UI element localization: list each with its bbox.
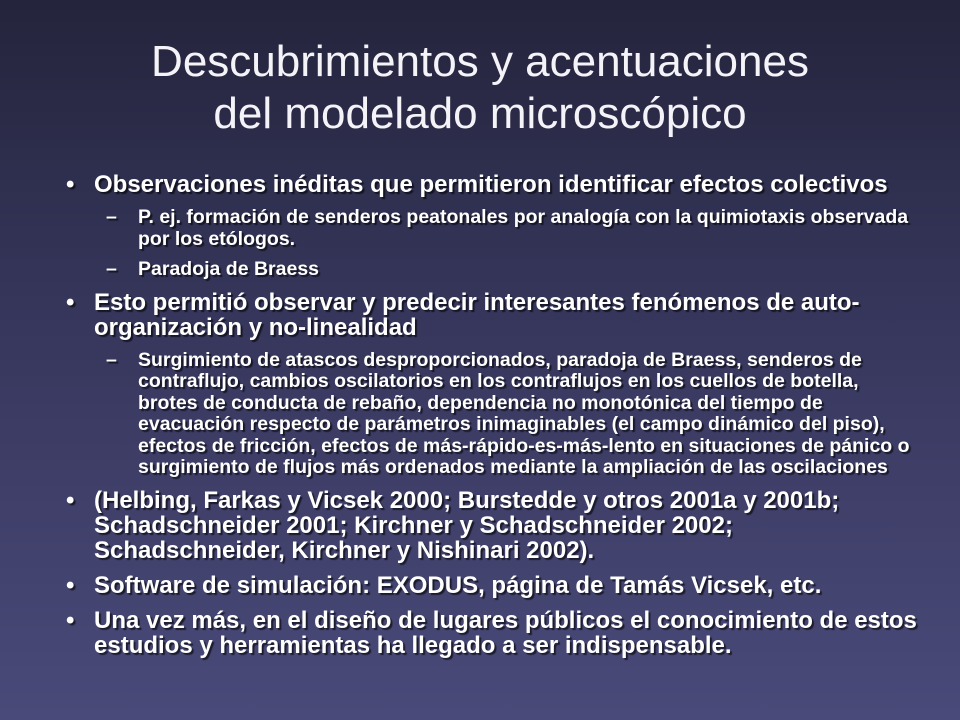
sub-bullet-text: Surgimiento de atascos desproporcionados, paradoja de Braess, senderos de contraflujo, cambios oscilatorios en los contraflujos en los cuellos de botella, brotes de conducta de rebaño, dependencia no monotónica del tiempo de evacuación respecto de parámetros inimaginables (el campo dinámico del piso), efectos de fricción, efectos de más-rápido-es-más-lento en situaciones de pánico o surgimiento de flujos más ordenados mediante la ampliación de las oscilaciones <box>138 348 910 478</box>
slide-content <box>62 172 922 668</box>
slide-title <box>40 36 920 140</box>
bullet-dot: • <box>66 288 75 316</box>
bullet-text: Observaciones inéditas que permitieron identificar efectos colectivos <box>94 171 888 198</box>
sub-bullet-text: Paradoja de Braess <box>138 258 320 280</box>
sub-bullet-1-2 <box>62 259 922 281</box>
title-line-2: del modelado microscópico <box>213 89 747 138</box>
bullet-dot: • <box>66 571 75 599</box>
sub-dash: – <box>106 348 117 371</box>
sub-dash: – <box>106 206 117 228</box>
bullet-1 <box>62 172 922 197</box>
sub-bullet-2-1 <box>62 350 922 479</box>
bullet-5 <box>62 608 922 658</box>
sub-bullet-text: P. ej. formación de senderos peatonales por analogía con la quimiotaxis observada por los etólogos. <box>138 206 909 250</box>
bullet-2 <box>62 290 922 340</box>
bullet-dot: • <box>66 171 75 198</box>
sub-bullet-1-1 <box>62 207 922 250</box>
bullet-3 <box>62 488 922 563</box>
title-line-1: Descubrimientos y acentuaciones <box>151 37 809 86</box>
bullet-4 <box>62 573 922 598</box>
bullet-text: (Helbing, Farkas y Vicsek 2000; Burstedde y otros 2001a y 2001b; Schadschneider 2001; Kirchner y Schadschneider 2002; Schadschneider, Kirchner y Nishinari 2002). <box>94 486 840 564</box>
bullet-dot: • <box>66 606 75 634</box>
bullet-dot: • <box>66 486 75 514</box>
sub-dash: – <box>106 258 117 280</box>
bullet-text: Software de simulación: EXODUS, página de Tamás Vicsek, etc. <box>94 571 822 599</box>
bullet-text: Esto permitió observar y predecir interesantes fenómenos de auto-organización y no-linealidad <box>94 288 860 341</box>
bullet-text: Una vez más, en el diseño de lugares públicos el conocimiento de estos estudios y herramientas ha llegado a ser indispensable. <box>94 606 917 659</box>
